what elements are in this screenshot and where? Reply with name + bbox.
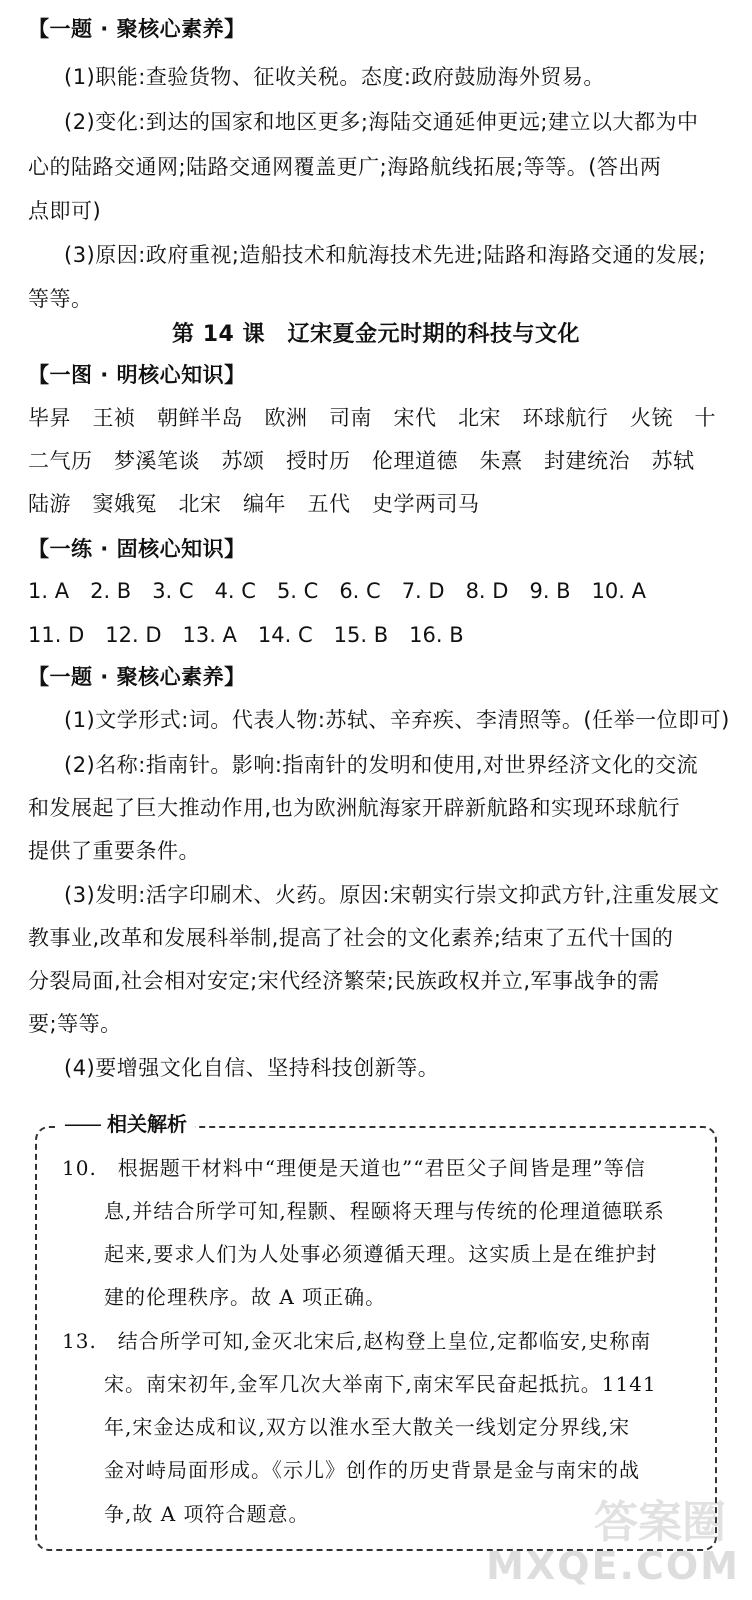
section-heading-essential-literacy-1: 【一题 · 聚核心素养】 — [28, 17, 246, 41]
choice-answers-line: 1. A 2. B 3. C 4. C 5. C 6. C 7. D 8. D 9. B 10. A — [28, 579, 647, 603]
answer-line: 分裂局面,社会相对安定;宋代经济繁荣;民族政权并立,军事战争的需 — [28, 969, 660, 993]
answer-line: (1)文学形式:词。代表人物:苏轼、辛弃疾、李清照等。(任举一位即可) — [64, 708, 730, 732]
analysis-line: 金对峙局面形成。《示儿》创作的历史背景是金与南宋的战 — [104, 1458, 640, 1482]
section-heading-core-knowledge-figure: 【一图 · 明核心知识】 — [28, 363, 246, 387]
answer-line: (2)变化:到达的国家和地区更多;海陆交通延伸更远;建立以大都为中 — [64, 110, 699, 134]
answer-line: 教事业,改革和发展科举制,提高了社会的文化素养;结束了五代十国的 — [28, 926, 674, 950]
answer-line: (3)发明:活字印刷术、火药。原因:宋朝实行崇文抑武方针,注重发展文 — [64, 883, 720, 907]
analysis-label: —— 相关解析 — [56, 1109, 195, 1139]
answer-line: (2)名称:指南针。影响:指南针的发明和使用,对世界经济文化的交流 — [64, 753, 699, 777]
watermark-logo: 答案圈 — [594, 1497, 726, 1548]
keyword-line: 陆游 窦娥冤 北宋 编年 五代 史学两司马 — [28, 492, 480, 516]
analysis-label-text: 相关解析 — [106, 1112, 187, 1136]
answer-line: (4)要增强文化自信、坚持科技创新等。 — [64, 1056, 440, 1080]
analysis-line: 息,并结合所学可知,程颢、程颐将天理与传统的伦理道德联系 — [104, 1199, 665, 1223]
analysis-line: 13. 结合所学可知,金灭北宋后,赵构登上皇位,定都临安,史称南 — [62, 1329, 652, 1353]
analysis-line: 年,宋金达成和议,双方以淮水至大散关一线划定分界线,宋 — [104, 1415, 631, 1439]
analysis-line: 10. 根据题干材料中“理便是天道也”“君臣父子间皆是理”等信 — [62, 1156, 646, 1180]
answer-line: (1)职能:查验货物、征收关税。态度:政府鼓励海外贸易。 — [64, 65, 605, 89]
answer-line: 心的陆路交通网;陆路交通网覆盖更广;海路航线拓展;等等。(答出两 — [28, 155, 662, 179]
watermark-site: MXQE.COM — [486, 1544, 740, 1588]
section-heading-core-knowledge-practice: 【一练 · 固核心知识】 — [28, 537, 246, 561]
answer-line: 提供了重要条件。 — [28, 839, 200, 863]
answer-line: 和发展起了巨大推动作用,也为欧洲航海家开辟新航路和实现环球航行 — [28, 796, 681, 820]
keyword-line: 毕昇 王祯 朝鲜半岛 欧洲 司南 宋代 北宋 环球航行 火铳 十 — [28, 406, 716, 430]
analysis-line: 争,故 A 项符合题意。 — [104, 1502, 310, 1526]
analysis-line: 起来,要求人们为人处事必须遵循天理。这实质上是在维护封 — [104, 1242, 658, 1266]
section-heading-essential-literacy-2: 【一题 · 聚核心素养】 — [28, 665, 246, 689]
analysis-line: 宋。南宋初年,金军几次大举南下,南宋军民奋起抵抗。1141 — [104, 1372, 657, 1396]
analysis-line: 建的伦理秩序。故 A 项正确。 — [104, 1285, 387, 1309]
answer-line: 点即可) — [28, 199, 102, 223]
choice-answers-line: 11. D 12. D 13. A 14. C 15. B 16. B — [28, 623, 464, 647]
answer-line: (3)原因:政府重视;造船技术和航海技术先进;陆路和海路交通的发展; — [64, 243, 707, 267]
answer-line: 要;等等。 — [28, 1012, 122, 1036]
answer-line: 等等。 — [28, 287, 93, 311]
keyword-line: 二气历 梦溪笔谈 苏颂 授时历 伦理道德 朱熹 封建统治 苏轼 — [28, 449, 695, 473]
lesson-title: 第 14 课 辽宋夏金元时期的科技与文化 — [172, 322, 580, 347]
